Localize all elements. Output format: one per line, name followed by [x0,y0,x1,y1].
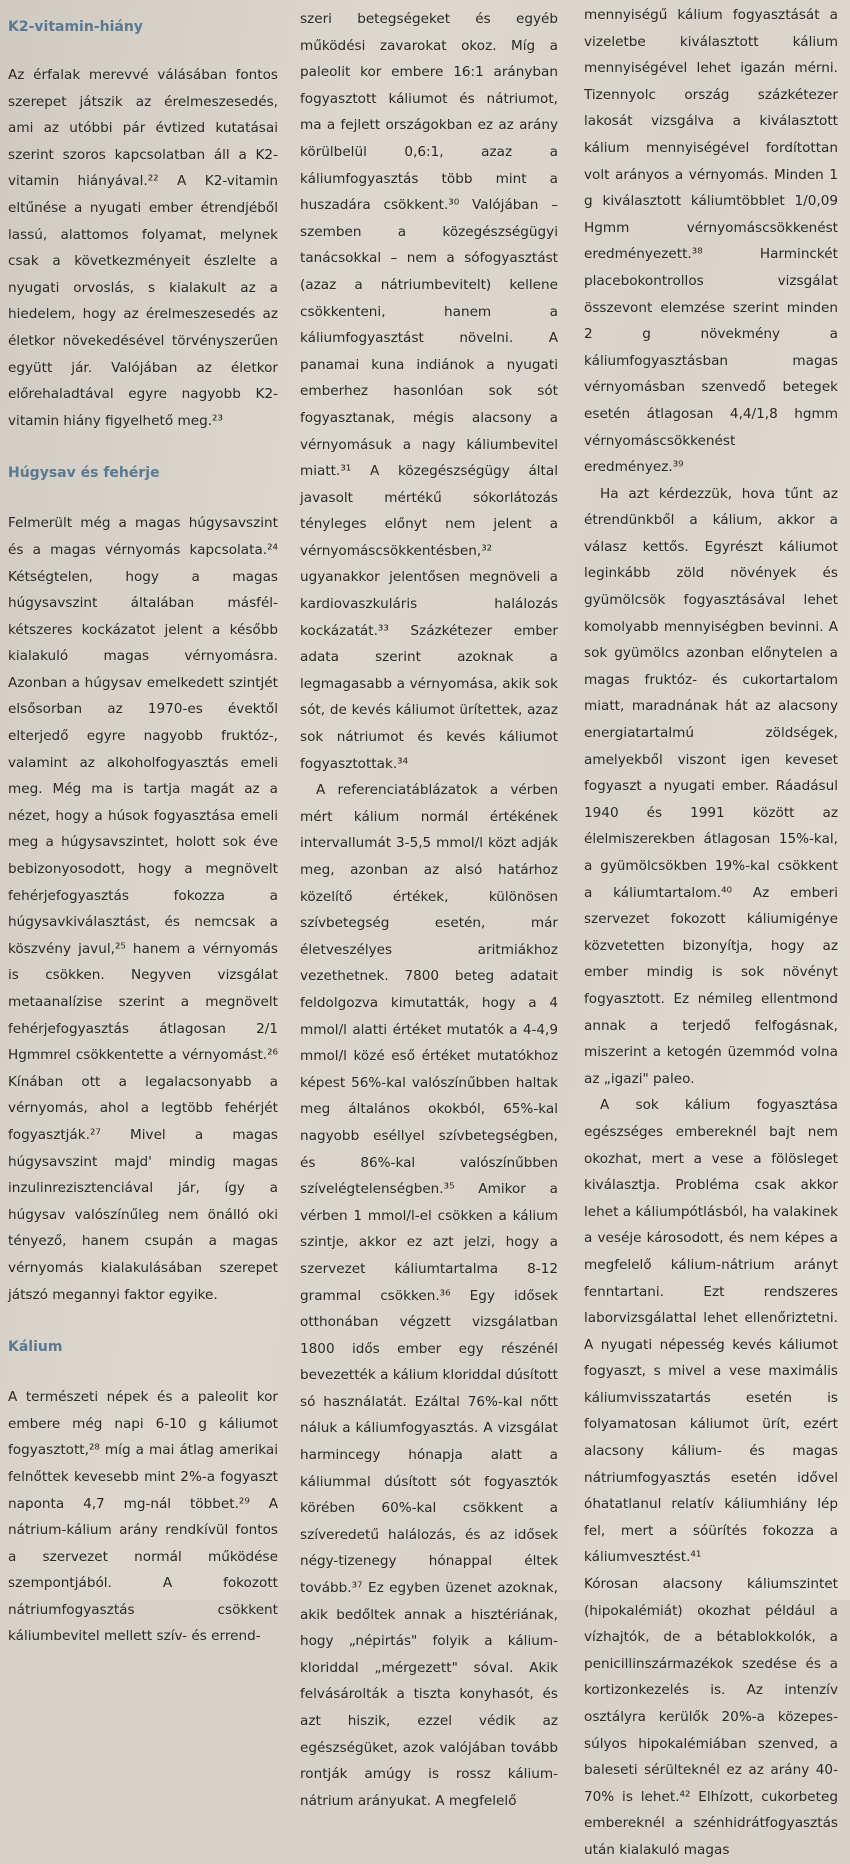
section-heading-k2-vitamin: K2-vitamin-hiány [8,19,143,35]
paragraph-kalium-potlas: A sok kálium fogyasztása egészséges embereknél bajt nem okozhat, mert a vese a fölösleget kiválasztja. Probléma csak akkor lehet a káliumpótlásból, ha valakinek a veséje károsodott, és nem képes a megfelelő kálium-nátrium arányt fenntartani. Ezt rendszeres laborvizsgálattal lehet ellenőriztetni. A nyugati népesség kevés káliumot fogyaszt, s mivel a vese maximális káliumvisszatartás esetén is folyamatosan káliumot ürít, ezért alacsony kálium- és magas nátriumfogyasztás esetén idővel óhatatlanul relatív káliumhiány lép fel, mert a sóürítés fokozza a káliumvesztést.⁴¹ [584,1097,838,1566]
paragraph-k2: Az érfalak merevvé válásában fontos szerepet játszik az érelmeszesedés, ami az utóbbi pár évtized kutatásai szerint szoros kapcsolatban áll a K2-vitamin hiányával.²² A K2-vitamin eltűnése a nyugati ember étrendjéből lassú, alattomos folyamat, melynek csak a következményeit észlelte a nyugati orvoslás, s kialakult az a hiedelem, hogy az érelmeszesedés az életkor növekedésével törvényszerűen együtt jár. Valójában az életkor előrehaladtával egyre nagyobb K2-vitamin hiány figyelhető meg.²³ [8,67,278,429]
paragraph-referencia: A referenciatáblázatok a vérben mért kálium normál értékének intervallumát 3-5,5 mmol/l közt adják meg, azonban az alsó határhoz közelítő értékek, különösen szívbetegség esetén, már életveszélyes aritmiákhoz vezethetnek. 7800 beteg adatait feldolgozva kimutatták, hogy a 4 mmol/l alatti értéket mutatók a 4-4,9 mmol/l közé eső értéket mutatókhoz képest 56%-kal valószínűbben haltak meg általános okokból, 65%-kal nagyobb eséllyel szívbetegségben, és 86%-kal valószínűbben szívelégtelenségben.³⁵ Amikor a vérben 1 mmol/l-el csökken a kálium szintje, akkor ez azt jelzi, hogy a szervezet káliumtartalma 8-12 grammal csökken.³⁶ Egy idősek otthonában végzett vizsgálatban 1800 idős ember egy részénél bevezették a kálium kloriddal dúsított só használatát. Ezáltal 76%-kal nőtt náluk a káliumfogyasztás. A vizsgálat harmincegy hónapja alatt a káliummal dúsított sót fogyasztók körében 60%-kal csökkent a szíveredetű halálozás, és az idősek négy-tizenegy hónappal éltek tovább.³⁷ Ez egyben üzenet azoknak, akik bedőltek annak a hisztériának, hogy „népirtás" folyik a kálium-kloriddal „mérgezett" sóval. Akik felvásárolták a tiszta konyhasót, és azt hiszik, ezzel védik az egészségüket, azok valójában tovább rontják amúgy is rossz kálium-nátrium arányukat. A megfelelő [300,782,558,1809]
section-heading-hugysav: Húgysav és fehérje [8,465,160,482]
column-right [584,0,838,1858]
column-middle [300,0,558,1809]
paragraph-kalium-arany: szeri betegségeket és egyéb működési zavarokat okoz. Míg a paleolit kor embere 16:1 arányban fogyasztott káliumot és nátriumot, ma a fejlett országokban ez az arány körülbelül 0,6:1, azaz a káliumfogyasztás több mint a huszadára csökkent.³⁰ Valójában – szemben a közegészségügyi tanácsokkal – nem a sófogyasztást (azaz a nátriumbevitelt) kellene csökkenteni, hanem a káliumfogyasztást növelni. A panamai kuna indiánok a nyugati emberhez hasonlóan sok sót fogyasztanak, mégis alacsony a vérnyomásuk a nagy káliumbevitel miatt.³¹ A közegészségügy által javasolt mértékű sókorlátozás tényleges előnyt nem jelent a vérnyomáscsökkentésben,³² ugyanakkor jelentősen megnöveli a kardiovaszkuláris halálozás kockázatát.³³ Százkétezer ember adata szerint azoknak a legmagasabb a vérnyomása, akik sok sót, de kevés káliumot ürítettek, azaz sok nátriumot és kevés káliumot fogyasztottak.³⁴ [300,11,558,772]
section-heading-kalium: Kálium [8,1339,63,1356]
paragraph-hipokalemia: Kórosan alacsony káliumszintet (hipokalémiát) okozhat például a vízhajtók, de a bétablokkolók, a penicillinszármazékok szedése és a kortizonkezelés is. Az intenzív osztályra kerülők 20%-a közepes-súlyos hipokalémiában szenved, a baleseti sérülteknél ez az arány 40-70% is lehet.⁴² Elhízott, cukorbeteg embereknél a szénhidrátfogyasztás után kialakuló magas [584,1576,838,1858]
paragraph-kalium-meres: mennyiségű kálium fogyasztását a vizeletbe kiválasztott kálium mennyiségével lehet igazán mérni. Tizennyolc ország százkétezer lakosát vizsgálva a kiválasztott kálium mennyiségével fordítottan volt arányos a vérnyomás. Minden 1 g kiválasztott káliumtöbblet 1/0,09 Hgmm vérnyomáscsökkenést eredményezett.³⁸ Harminckét placebokontrollos vizsgálat összevont elemzése szerint minden 2 g növekmény a káliumfogyasztásban magas vérnyomásban szenvedő betegek esetén átlagosan 4,4/1,8 hgmm vérnyomáscsökkenést eredményez.³⁹ [584,7,838,476]
paragraph-kalium-intro: A természeti népek és a paleolit kor embere még napi 6-10 g káliumot fogyasztott,²⁸ míg a mai átlag amerikai felnőttek kevesebb mint 2%-a fogyaszt naponta 4,7 mg-nál többet.²⁹ A nátrium-kálium arány rendkívül fontos a szervezet normál működése szempontjából. A fokozott nátriumfogyasztás csökkent káliumbevitel mellett szív- és errend- [8,1389,278,1645]
paragraph-hugysav: Felmerült még a magas húgysavszint és a magas vérnyomás kapcsolata.²⁴ Kétségtelen, hogy a magas húgysavszint általában másfél-kétszeres kockázatot jelent a később kialakuló magas vérnyomásra. Azonban a húgysav emelkedett szintjét elsősorban az 1970-es évektől elterjedő egyre nagyobb fruktóz-, valamint az alkoholfogyasztás emeli meg. Még ma is tartja magát az a nézet, hogy a húsok fogyasztása emeli meg a húgysavszintet, holott sok éve bebizonyosodott, hogy a megnövelt fehérjefogyasztás fokozza a húgysavkiválasztást, és nemcsak a köszvény javul,²⁵ hanem a vérnyomás is csökken. Negyven vizsgálat metaanalízise szerint a megnövelt fehérjefogyasztás átlagosan 2/1 Hgmmrel csökkentette a vérnyomást.²⁶ Kínában ott a legalacsonyabb a vérnyomás, ahol a legtöbb fehérjét fogyasztják.²⁷ Mivel a magas húgysavszint majd' mindig magas inzulinrezisztenciával jár, így a húgysav valószínűleg nem önálló oki tényező, hanem csupán a magas vérnyomás kialakulásában szerepet játszó megannyi faktor egyike. [8,515,278,1303]
column-left [8,0,278,1645]
paragraph-kalium-etrend: Ha azt kérdezzük, hova tűnt az étrendünkből a kálium, akkor a válasz kettős. Egyrészt káliumot leginkább zöld növények és gyümölcsök fogyasztásával lehet komolyabb mennyiségben bevinni. A sok gyümölcs azonban előnytelen a magas fruktóz- és cukortartalom miatt, maradnának hát az alacsony energiatartalmú zöldségek, amelyekből viszont igen keveset fogyaszt a nyugati ember. Ráadásul 1940 és 1991 között az élelmiszerekben átlagosan 15%-kal, a gyümölcsökben 19%-kal csökkent a káliumtartalom.⁴⁰ Az emberi szervezet fokozott káliumigénye közvetetten bizonyítja, hogy az ember mindig is sok növényt fogyasztott. Ez némileg ellentmond annak a terjedő felfogásnak, miszerint a ketogén üzemmód volna az „igazi" paleo. [584,485,838,1087]
